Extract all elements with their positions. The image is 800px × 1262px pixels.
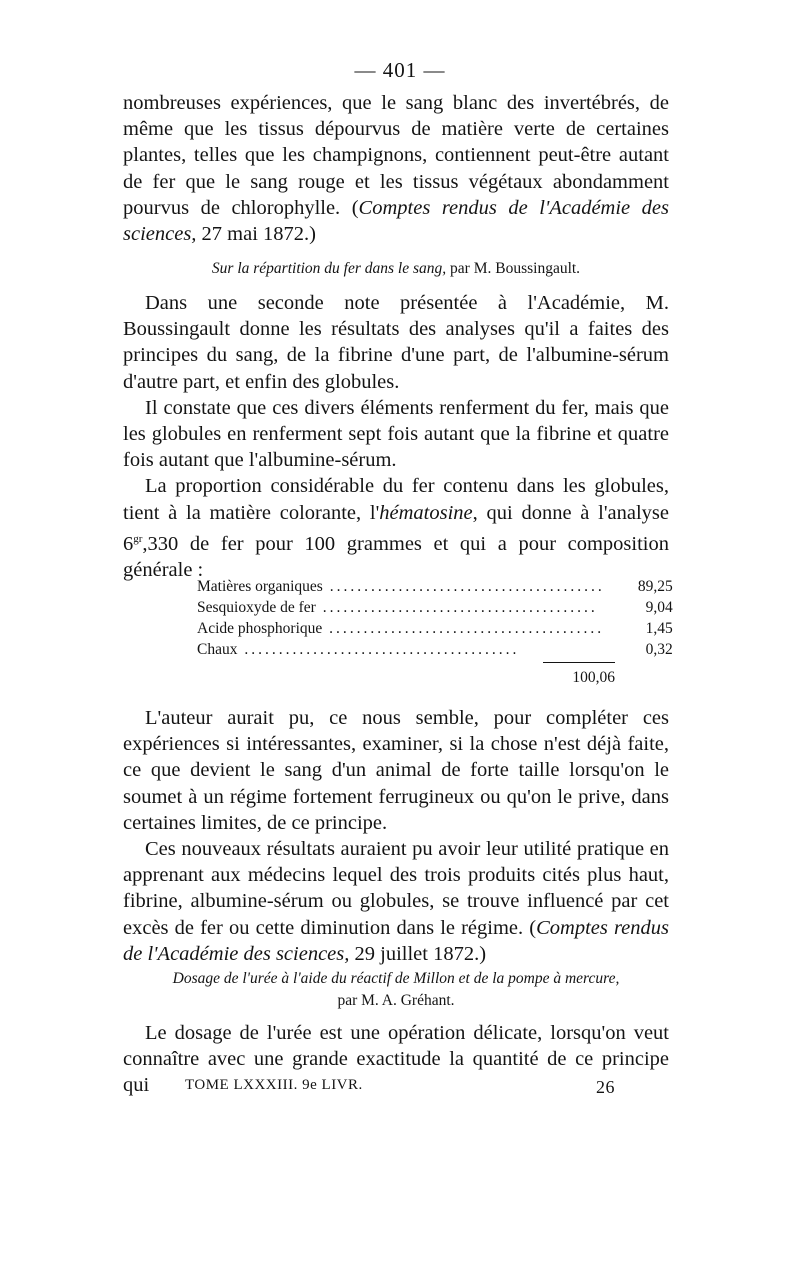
p3-part-a: La proportion considérable du fer contenu dans les globules, tient à la matière colorante, l': [123, 475, 669, 524]
composition-row: [197, 576, 673, 597]
composition-total: 100,06: [572, 669, 615, 686]
p3-gr-superscript: gr: [133, 532, 143, 545]
section-heading-2: [123, 968, 669, 1012]
intro-text: nombreuses expériences, que le sang blanc des invertébrés, de même que les tissus dépourvus de matière verte de certaines plantes, telles que les champignons, contiennent peut-être autant de fer que le sang rouge et les tissus végétaux abondamment pourvus de chlorophylle. (: [123, 92, 669, 219]
tome-label: TOME LXXXIII. 9e LIVR.: [185, 1077, 363, 1093]
composition-value: 1,45: [645, 620, 673, 637]
page-footer: [185, 1077, 615, 1097]
composition-label-text: Acide phosphorique: [197, 620, 323, 637]
section-2-author: par M. A. Gréhant.: [337, 992, 455, 1009]
leader-dots: ........................................: [322, 578, 605, 595]
composition-label: [197, 576, 605, 597]
section-1-paragraph-4: L'auteur aurait pu, ce nous semble, pour compléter ces expériences si intéressantes, examiner, si la chose n'est déjà faite, ce que devient le sang d'un animal de forte taille lorsqu'on le soumet à un régime fortement ferrugineux ou qu'on le prive, dans certaines limites, de ce principe.: [123, 707, 669, 834]
section-2-paragraph-1: Le dosage de l'urée est une opération délicate, lorsqu'on veut connaître avec une grande exactitude la quantité de ce principe qui: [123, 1022, 669, 1097]
composition-row: [197, 597, 673, 618]
p5-part-a: Ces nouveaux résultats auraient pu avoir leur utilité pratique en apprenant aux médecins lequel des trois produits cités plus haut, fibrine, albumine-sérum ou globules, se trouve influencé par cet excès de fer ou cette diminution dans le régime. (: [123, 838, 669, 939]
section-1-paragraph-3: [123, 473, 669, 583]
section-1-author: par M. Boussingault.: [446, 260, 581, 277]
total-rule: [543, 662, 615, 663]
section-1-paragraph-2: Il constate que ces divers éléments renferment du fer, mais que les globules en renferment sept fois autant que la fibrine et quatre fois autant que l'albumine-sérum.: [123, 396, 669, 472]
p3-part-b: , qui donne à l'analyse 6: [123, 501, 669, 555]
intro-citation: Comptes rendus de l'Académie des sciences,: [123, 196, 670, 246]
composition-table: [197, 576, 673, 660]
section-1-title: Sur la répartition du fer dans le sang,: [211, 260, 447, 277]
composition-value: 9,04: [645, 599, 673, 616]
composition-label-text: Sesquioxyde de fer: [197, 599, 316, 616]
leader-dots: ........................................: [237, 641, 520, 658]
composition-label-text: Chaux: [197, 641, 238, 658]
composition-label: [197, 597, 605, 618]
composition-label-text: Matières organiques: [197, 578, 323, 595]
leader-dots: ........................................: [315, 599, 598, 616]
section-heading-1: [123, 258, 669, 280]
composition-row: [197, 639, 673, 660]
composition-label: [197, 639, 605, 660]
section-2-title: Dosage de l'urée à l'aide du réactif de Millon et de la pompe à mercure,: [172, 970, 620, 987]
section-1-body-continued: [123, 705, 669, 967]
page-number: — 401 —: [354, 58, 446, 82]
section-1-paragraph-1: Dans une seconde note présentée à l'Académie, M. Boussingault donne les résultats des analyses qu'il a faites des principes du sang, de la fibrine d'une part, de l'albumine-sérum d'autre part, et enfin des globules.: [123, 292, 669, 393]
p5-citation: Comptes rendus de l'Académie des sciences,: [123, 916, 670, 965]
composition-value: 0,32: [645, 641, 673, 658]
section-1-paragraph-5: [123, 836, 669, 967]
composition-row: [197, 618, 673, 639]
leader-dots: ........................................: [322, 620, 605, 637]
p3-hematosine: hématosine: [379, 501, 473, 524]
intro-paragraph: [123, 90, 669, 247]
composition-label: [197, 618, 605, 639]
section-1-body: [123, 290, 669, 583]
composition-value: 89,25: [637, 578, 673, 595]
p5-date: 29 juillet 1872.): [349, 942, 487, 965]
p3-part-c: ,330 de fer pour 100 grammes et qui a pour composition générale :: [123, 532, 669, 581]
intro-date: 27 mai 1872.): [196, 223, 316, 246]
signature-mark: 26: [596, 1077, 615, 1097]
